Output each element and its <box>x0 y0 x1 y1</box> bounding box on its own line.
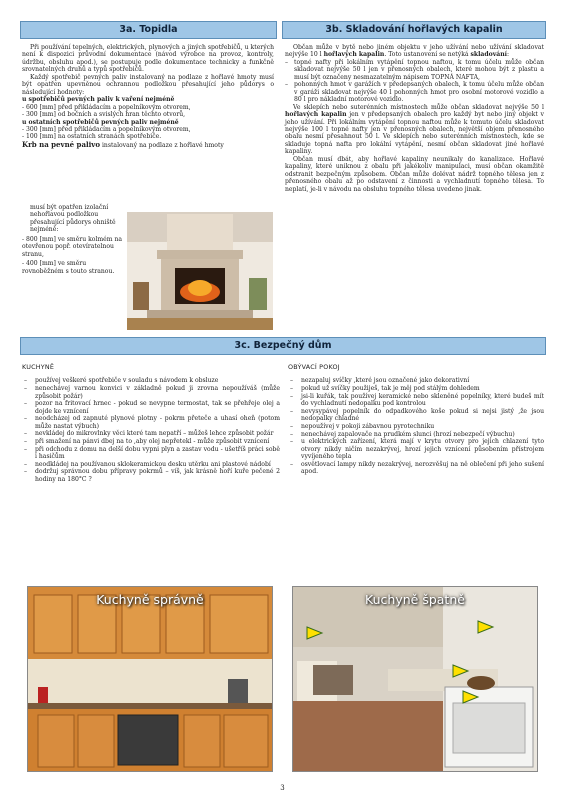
list-item: – nenechávej zapalovače na prudkém slunci (hrozí nebezpečí výbuchu) <box>288 431 544 438</box>
krb-label: Krb na pevné palivo <box>22 139 101 149</box>
list-item: – nenechávej varnou konvici v základně pokud ji zrovna nepoužíváš (může způsobit požár) <box>22 385 280 400</box>
list-item: – topné nafty při lokálním vytápění topnou naftou, k tomu účelu může občan skladovat nejvýše 50 l jen v přenosných obalech, které mohou být z plastu a musí být označeny nesmazatelným nápisem TOPNÁ NAFTA, <box>285 59 544 81</box>
list-item: – nepoužívej v pokoji zábavnou pyrotechniku <box>288 423 544 430</box>
list-item: – používej veškeré spotřebiče v souladu s návodem k obsluze <box>22 377 280 384</box>
obyvaci-column <box>288 364 544 476</box>
sklad-p1a: Občan může v bytě nebo jiném objektu v jeho užívání nebo užívání skladovat nejvýše 10 l <box>285 44 544 59</box>
list-item: – jsi-li kuřák, tak používej keramické nebo skleněné popelníky, které budeš mít do vychladnutí nedopalku pod kontrolou <box>288 393 544 408</box>
topidla-heading-cooking: u spotřebičů pevných paliv k vaření nejméně <box>22 96 175 104</box>
sklad-p1c: . Toto ustanovení se netýká <box>384 51 471 59</box>
list-item: – při odchodu z domu na delší dobu vypni plyn a zastav vodu - ušetříš práci sobě i hasičům <box>22 446 280 461</box>
topidla-line: - 300 [mm] od bočních a svislých hran těchto otvorů, <box>22 111 186 119</box>
topidla-line: - 300 [mm] před přikládacím a popelníkovým otvorem, <box>22 125 191 133</box>
sklad-p2b: hořlavých kapalin <box>285 111 347 119</box>
list-item: – pohonných hmot v garážích v předepsaných obalech, k tomu účelu může občan v garáži skladovat nejvýše 40 l pohonných hmot pro osobní motorové vozidlo a 80 l pro nákladní motorové vozidlo. <box>285 81 544 103</box>
sklad-paragraph-1 <box>285 44 544 59</box>
sklad-p2a: Ve sklepích nebo suterénních místnostech může občan skladovat nejvýše 50 l <box>293 103 544 111</box>
topidla-line: - 100 [mm] na ostatních stranách spotřebiče. <box>22 133 162 141</box>
skladovani-text <box>285 44 544 193</box>
sklad-paragraph-2 <box>285 104 544 156</box>
list-item: – neodkládej na používanou sklokeramickou desku utěrku ani plastové nádobí <box>22 461 280 468</box>
obyvaci-list <box>288 377 544 475</box>
list-item: – u elektrických zařízení, která mají v krytu otvory pro jejich chlazení tyto otvory nikdy ničím nezakrývej, hrozí jejich vznícení působením přístrojem vyvíjeného tepla <box>288 438 544 460</box>
section-header-topidla: 3a. Topidla <box>20 21 277 39</box>
list-item: – nevysypávej popelník do odpadkového koše pokud si nejsi jistý ,že jsou nedopalky chladné <box>288 408 544 423</box>
correct-kitchen-photo <box>27 586 273 772</box>
topidla-paragraph-2: Každý spotřebič pevných paliv instalovaný na podlaze z hořlavé hmoty musí být opatřen upevněnou ochrannou podložkou přesahující jeho půdorys o následující hodnoty: <box>22 73 274 96</box>
topidla-heading-other: u ostatních spotřebičů pevných paliv nejméně <box>22 118 179 126</box>
sklad-p2c: jen v předepsaných obalech pro každý byt nebo jiný objekt v jeho užívání. Při lokálním vytápění topnou naftou může k tomuto účelu skladovat nejvýše 100 l topné nafty jen v přenosných obalech, největší objem přenosného obalu nesmí přesahnout 50 l. Ve sklepích nebo suterénních místnostech, kde se skladuje topná nafta pro lokální vytápění, nesmí občan skladovat jiné hořlavé kapaliny. <box>285 111 544 156</box>
krb-sentence <box>22 141 274 149</box>
kuchyne-list <box>22 377 280 483</box>
wrong-kitchen-photo <box>292 586 538 772</box>
topidla-paragraph-1: Při používání tepelných, elektrických, plynových a jiných spotřebičů, u kterých není k dispozici průvodní dokumentace (návod výrobce na provoz, kontroly, údržbu, obsluhu apod.), se postupuje podle dokumentace technicky a funkčně srovnatelných druhů a typů spotřebičů. <box>22 44 274 74</box>
section-header-bezpecny-dum: 3c. Bezpečný dům <box>20 337 546 355</box>
list-item: – nezapaluj svíčky ,které jsou označené jako dekorativní <box>288 377 544 384</box>
correct-kitchen-caption: Kuchyně správně <box>96 592 204 607</box>
list-item: – neodcházej od zapnuté plynové plotny - pokrm přeteče a uhasí oheň (potom může nastat výbuch) <box>22 415 280 430</box>
krb-line-2: - 400 [mm] ve směru rovnoběžném s touto stranou. <box>22 260 115 275</box>
sklad-p1b: hořlavých kapalin <box>323 51 385 59</box>
obyvaci-heading: OBÝVACÍ POKOJ <box>288 363 340 371</box>
kuchyne-heading: KUCHYNĚ <box>22 363 55 371</box>
sklad-paragraph-3: Občan musí dbát, aby hořlavé kapaliny neunikaly do kanalizace. Hořlavé kapaliny, které uniknou z obalu při jakékoliv manipulaci, musí občan okamžitě odstranit bezpečným způsobem. Občan může dolévat nádrž topného tělesa jen z přenosného obalu až po odstavení z činnosti a vychladnutí topného tělesa. To neplatí, je-li v návodu na obsluhu topného tělesa uvedeno jinak. <box>285 155 544 193</box>
section-header-skladovani: 3b. Skladování hořlavých kapalin <box>282 21 546 39</box>
list-item: – pokud už svíčky použiješ, tak je měj pod stálým dohledem <box>288 385 544 392</box>
list-item: – pozor na fritovací hrnec - pokud se nevypne termostat, tak se přehřeje olej a dojde ke vznícení <box>22 400 280 415</box>
krb-requirements <box>22 204 124 275</box>
list-item: – osvětlovací lampy nikdy nezakrývej, nerozvěšuj na ně oblečení při jeho sušení apod. <box>288 461 544 476</box>
kuchyne-column <box>22 364 280 483</box>
page-number: 3 <box>280 784 285 792</box>
list-item: – dodržuj správnou dobu přípravy pokrmů – víš, jak krásně hoří kuře pečené 2 hodiny na 180°C ? <box>22 468 280 483</box>
topidla-text <box>22 44 274 149</box>
list-item: – nevkládej do mikrovlnky věci které tam nepatří – můžeš lehce způsobit požár <box>22 430 280 437</box>
topidla-line: - 600 [mm] před přikládacím a popelníkovým otvorem, <box>22 103 191 111</box>
sklad-p1e: : <box>506 51 510 59</box>
wrong-kitchen-caption: Kuchyně špatně <box>365 592 465 607</box>
sklad-p1d: skladování <box>470 51 507 59</box>
krb-line-1: - 800 [mm] ve směru kolmém na otevřenou popř. otevíratelnou stranu, <box>22 235 123 258</box>
sklad-exceptions-list <box>285 59 544 104</box>
fireplace-photo <box>127 212 273 330</box>
krb-continuation: musí být opatřen izolační nehořlavou podložkou přesahující půdorys ohniště nejméně: <box>30 204 116 234</box>
krb-rest: instalovaný na podlaze z hořlavé hmoty <box>100 141 224 149</box>
list-item: – při smažení na pánvi dbej na to ,aby olej nepřetekl - může způsobit vznícení <box>22 438 280 445</box>
